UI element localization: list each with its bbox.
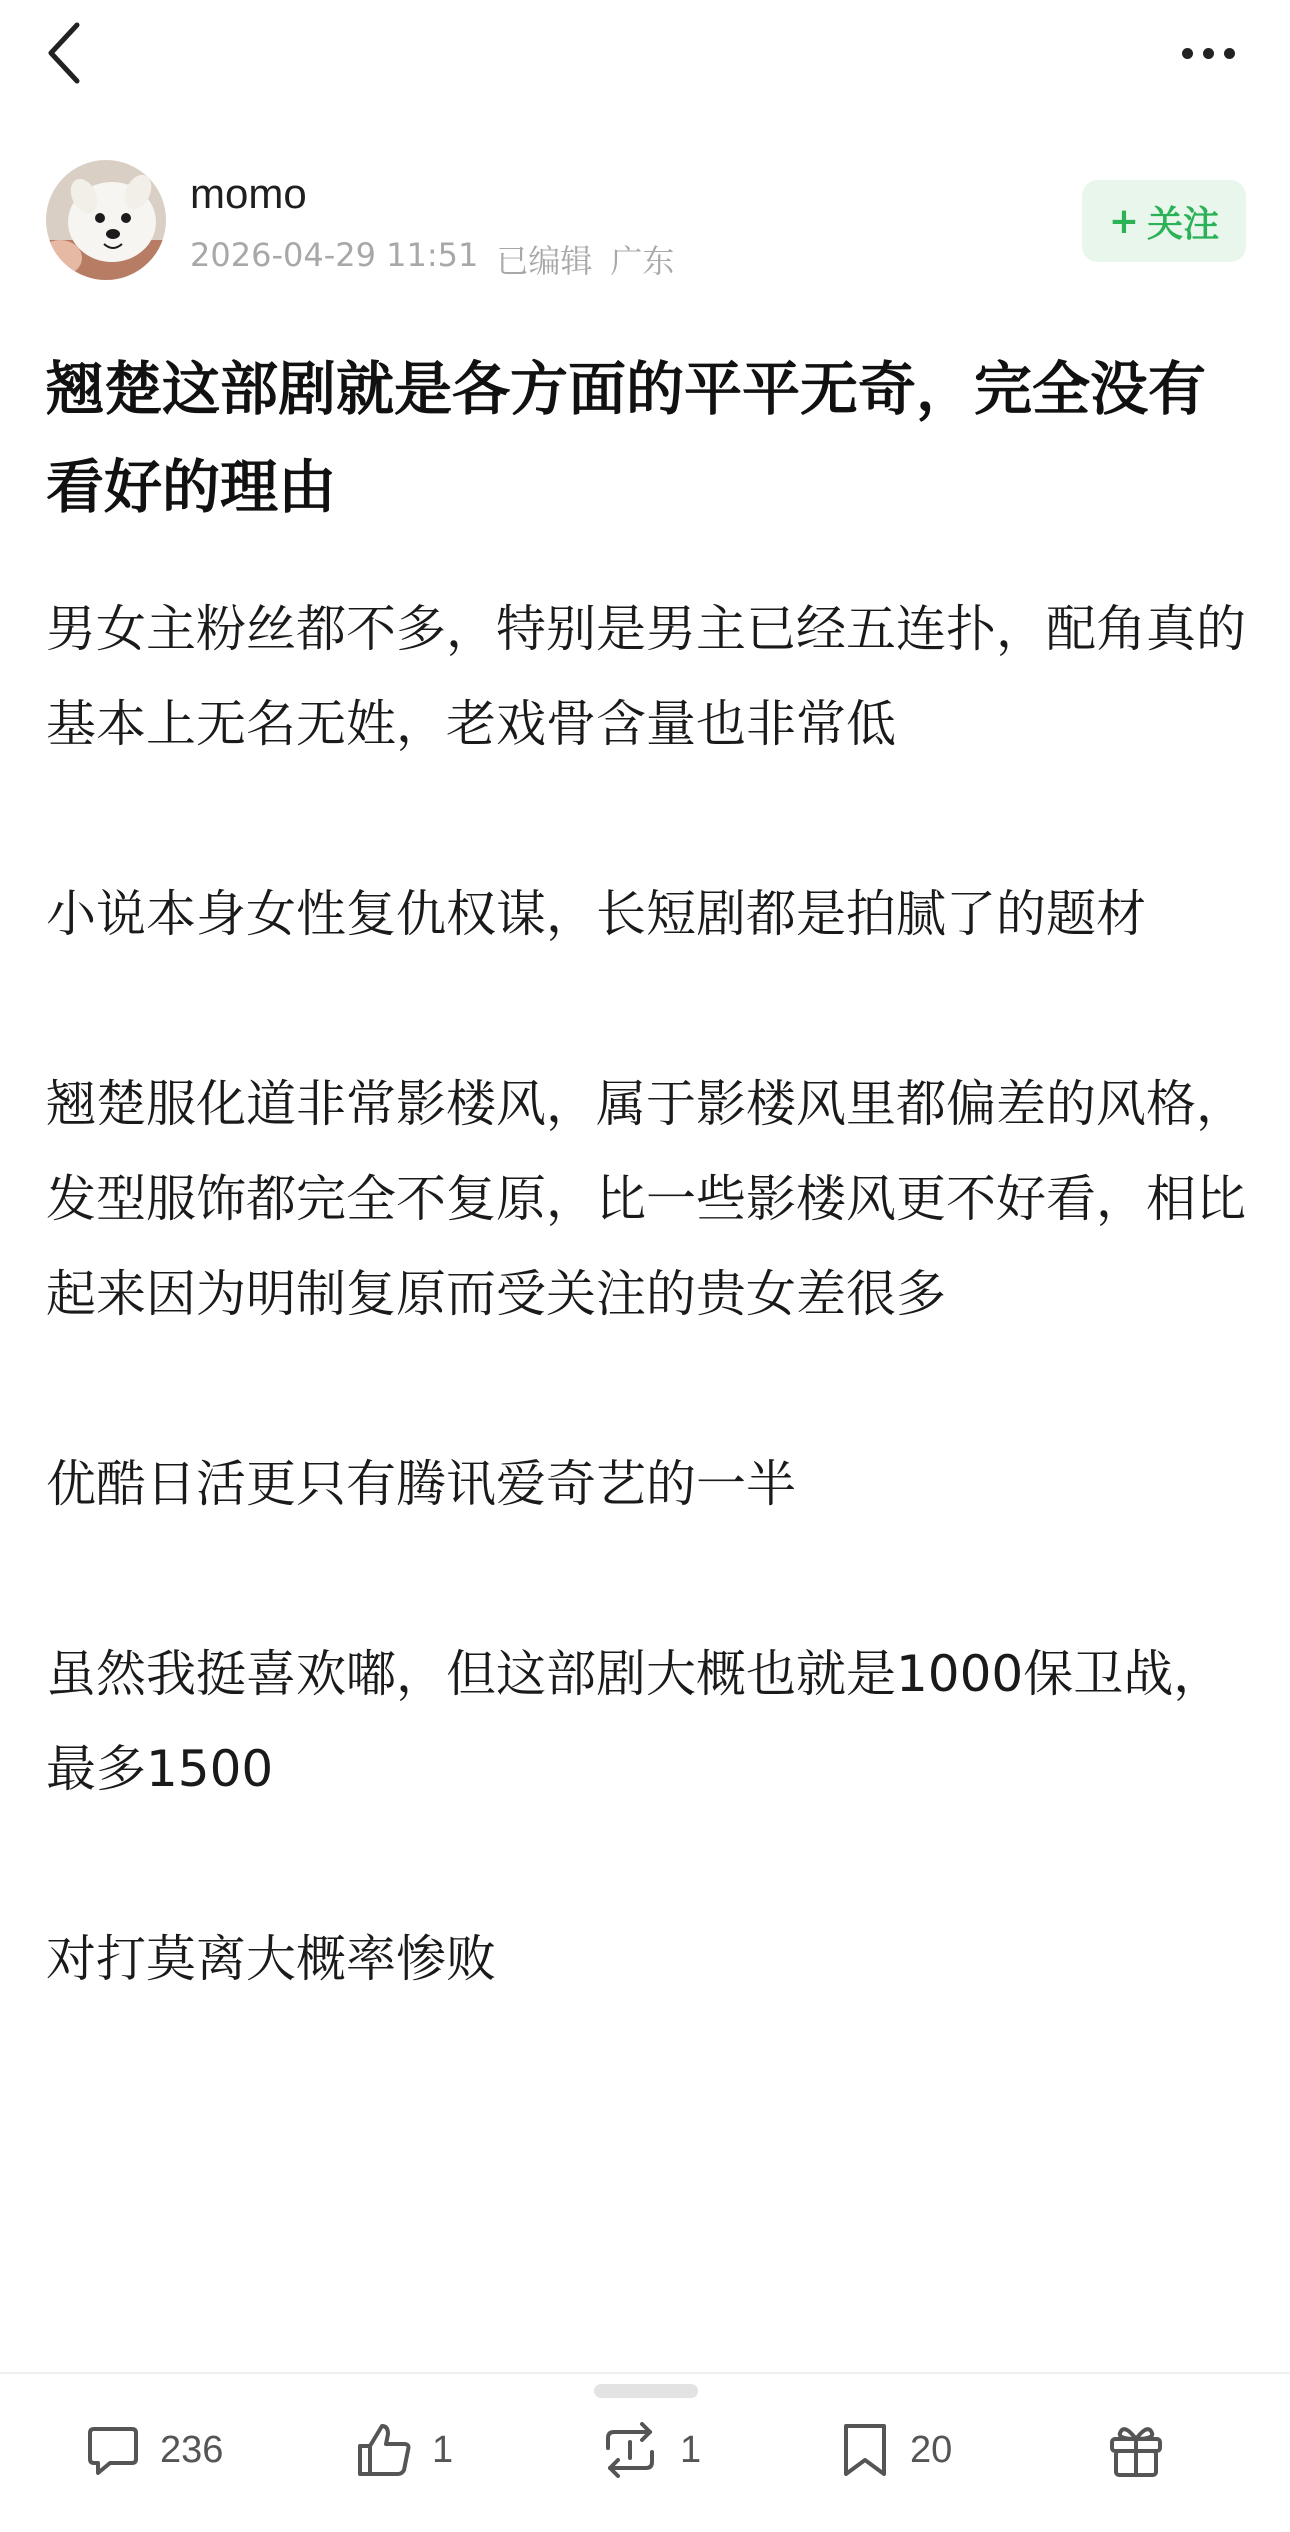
- author-name[interactable]: momo: [190, 170, 307, 217]
- bookmark-button[interactable]: [838, 2400, 952, 2500]
- author-row: [46, 160, 1246, 285]
- drag-handle[interactable]: [594, 2384, 698, 2398]
- top-bar: [0, 0, 1290, 110]
- more-options-button[interactable]: [1168, 28, 1248, 78]
- more-dot: [1224, 48, 1235, 59]
- bookmark-icon: [838, 2420, 892, 2480]
- action-bar-divider: [0, 2372, 1290, 2374]
- avatar[interactable]: [46, 160, 166, 280]
- repost-count: 1: [680, 2428, 702, 2471]
- bookmark-count: 20: [910, 2428, 953, 2471]
- post-paragraph: 对打莫离大概率惨败: [46, 1930, 496, 1988]
- post-timestamp: 2026-04-29 11:51: [190, 236, 479, 274]
- action-bar: [0, 2400, 1290, 2500]
- follow-button[interactable]: [1082, 180, 1246, 262]
- avatar-image: [46, 160, 166, 280]
- location-label: 广东: [610, 242, 675, 280]
- follow-label: 关注: [1147, 203, 1220, 245]
- post-paragraph: 优酷日活更只有腾讯爱奇艺的一半: [46, 1455, 796, 1513]
- post-meta: [190, 236, 674, 282]
- edited-label: 已编辑: [496, 242, 593, 280]
- like-count: 1: [432, 2428, 454, 2471]
- comment-button[interactable]: [84, 2400, 223, 2500]
- post-paragraph: 小说本身女性复仇权谋，长短剧都是拍腻了的题材: [46, 885, 1146, 943]
- gift-button[interactable]: [1106, 2400, 1166, 2500]
- comment-icon: [84, 2421, 142, 2479]
- post-paragraph: 虽然我挺喜欢嘟，但这部剧大概也就是1000保卫战，最多1500: [46, 1645, 1224, 1798]
- like-button[interactable]: [354, 2400, 453, 2500]
- chevron-left-icon: [45, 21, 85, 85]
- more-horizontal-icon: [1182, 48, 1193, 59]
- post-body: [46, 582, 1246, 2007]
- post-title: 翘楚这部剧就是各方面的平平无奇，完全没有看好的理由: [46, 355, 1207, 521]
- post-paragraph: 翘楚服化道非常影楼风，属于影楼风里都偏差的风格，发型服饰都完全不复原，比一些影楼风更不好看，相比起来因为明制复原而受关注的贵女差很多: [46, 1075, 1246, 1323]
- comment-count: 236: [160, 2428, 224, 2471]
- back-button[interactable]: [40, 18, 90, 88]
- post-paragraph: 男女主粉丝都不多，特别是男主已经五连扑，配角真的基本上无名无姓，老戏骨含量也非常低: [46, 600, 1246, 753]
- repost-button[interactable]: [598, 2400, 701, 2500]
- more-dot: [1203, 48, 1214, 59]
- thumbs-up-icon: [354, 2420, 414, 2480]
- plus-icon: +: [1108, 200, 1140, 242]
- repost-icon: [598, 2420, 662, 2480]
- gift-icon: [1106, 2419, 1166, 2481]
